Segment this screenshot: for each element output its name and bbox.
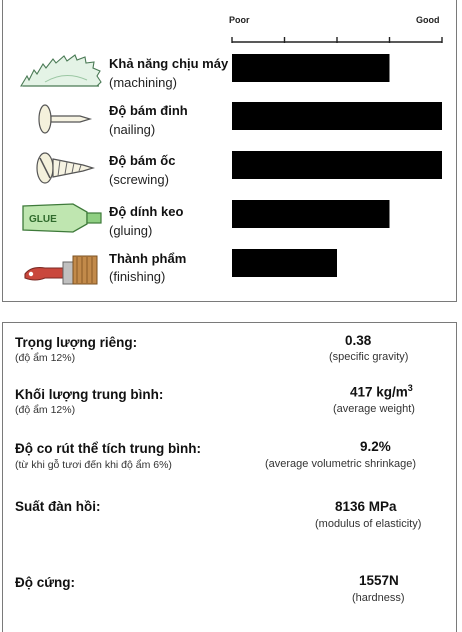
category-label-machining: Khả năng chịu máy	[109, 56, 229, 71]
category-label-en-finishing: (finishing)	[109, 269, 166, 284]
property-name-specific-gravity: Trọng lượng riêng:	[15, 335, 138, 350]
property-name-average-weight: Khối lượng trung bình:	[15, 387, 164, 402]
property-name-shrinkage: Độ co rút thể tích trung bình:	[15, 441, 201, 456]
glue-tube-text: GLUE	[29, 214, 57, 225]
scale-high-label: Good	[416, 15, 440, 25]
glue-tube-icon	[19, 200, 103, 236]
property-en-average-weight: (average weight)	[333, 403, 415, 415]
saw-blade-icon	[17, 46, 103, 92]
property-en-hardness: (hardness)	[352, 592, 405, 604]
screw-icon	[33, 150, 95, 186]
bar-machining	[232, 54, 390, 82]
scale-low-label: Poor	[229, 15, 250, 25]
property-en-elasticity: (modulus of elasticity)	[315, 518, 422, 530]
property-value-specific-gravity: 0.38	[345, 333, 372, 348]
category-label-en-gluing: (gluing)	[109, 223, 153, 238]
category-label-screwing: Độ bám ốc	[109, 153, 176, 168]
category-label-finishing: Thành phẩm	[109, 251, 187, 266]
property-note-average-weight: (độ ẩm 12%)	[15, 404, 76, 416]
bar-nailing	[232, 102, 442, 130]
average-weight-number: 417 kg/m	[350, 384, 408, 400]
category-label-en-machining: (machining)	[109, 75, 177, 90]
property-name-hardness: Độ cứng:	[15, 575, 76, 590]
category-label-en-nailing: (nailing)	[109, 122, 156, 137]
category-label-nailing: Độ bám đinh	[109, 103, 188, 118]
property-value-shrinkage: 9.2%	[360, 439, 391, 454]
average-weight-superscript: 3	[407, 383, 413, 393]
property-name-elasticity: Suất đàn hồi:	[15, 499, 101, 514]
nail-icon	[35, 102, 93, 136]
category-label-en-screwing: (screwing)	[109, 172, 169, 187]
paintbrush-icon	[21, 252, 101, 286]
bar-finishing	[232, 249, 337, 277]
property-value-elasticity: 8136 MPa	[335, 499, 397, 514]
property-value-hardness: 1557N	[359, 573, 399, 588]
property-note-shrinkage: (từ khi gỗ tươi đến khi độ ẩm 6%)	[15, 459, 172, 471]
property-note-specific-gravity: (độ ẩm 12%)	[15, 352, 76, 364]
bar-screwing	[232, 151, 442, 179]
bar-gluing	[232, 200, 390, 228]
property-value-average-weight	[350, 383, 413, 400]
category-label-gluing: Độ dính keo	[109, 204, 184, 219]
workability-chart	[2, 0, 457, 302]
properties-panel	[2, 322, 457, 632]
property-en-specific-gravity: (specific gravity)	[329, 351, 409, 363]
property-en-shrinkage: (average volumetric shrinkage)	[265, 458, 417, 470]
